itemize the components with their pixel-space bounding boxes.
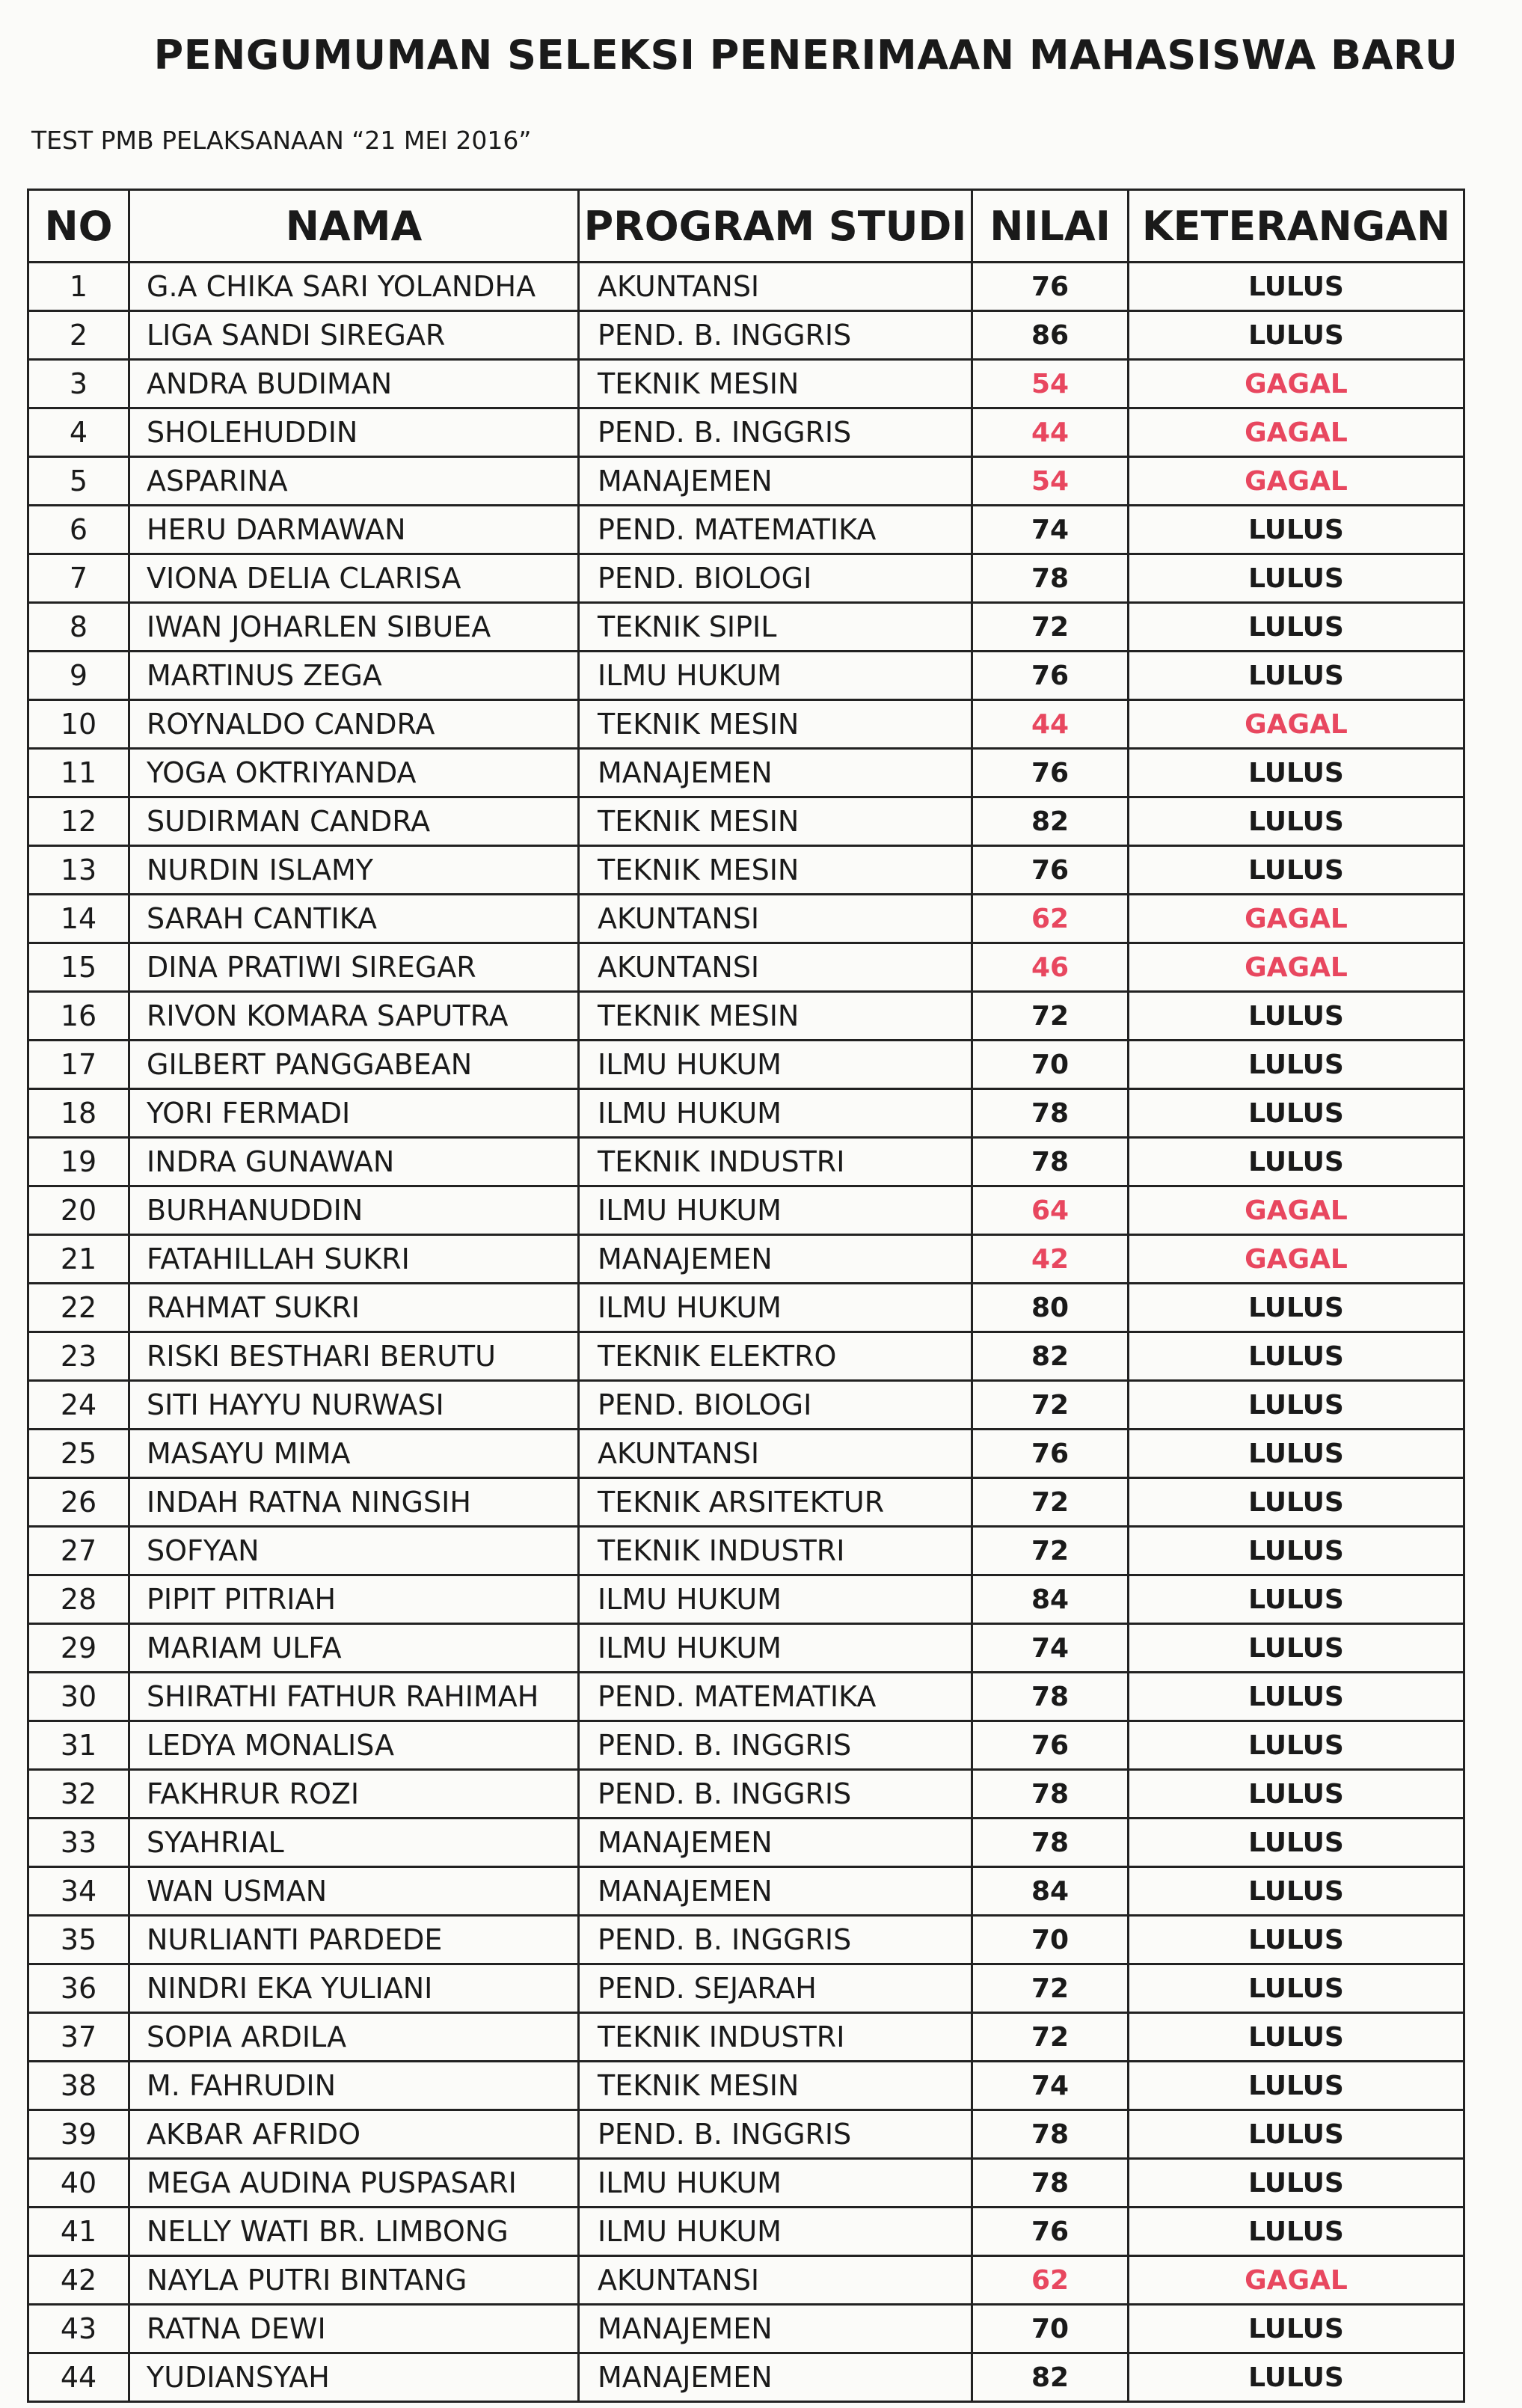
program-studi: MANAJEMEN: [579, 749, 972, 797]
score: 78: [972, 1819, 1129, 1867]
score: 72: [972, 992, 1129, 1041]
score: 76: [972, 1430, 1129, 1478]
program-studi: TEKNIK ARSITEKTUR: [579, 1478, 972, 1527]
table-row: [28, 2305, 1464, 2353]
table-row: [28, 1527, 1464, 1575]
row-number: 1: [28, 263, 129, 311]
row-number: 33: [28, 1819, 129, 1867]
table-row: [28, 360, 1464, 408]
student-name: M. FAHRUDIN: [129, 2062, 579, 2110]
program-studi: MANAJEMEN: [579, 1819, 972, 1867]
score: 82: [972, 2353, 1129, 2402]
score: 78: [972, 2110, 1129, 2159]
status: GAGAL: [1129, 943, 1464, 992]
student-name: NURDIN ISLAMY: [129, 846, 579, 895]
student-name: FAKHRUR ROZI: [129, 1770, 579, 1819]
score: 82: [972, 1332, 1129, 1381]
table-row: [28, 943, 1464, 992]
program-studi: PEND. B. INGGRIS: [579, 408, 972, 457]
score: 64: [972, 1186, 1129, 1235]
status: LULUS: [1129, 1867, 1464, 1916]
student-name: MEGA AUDINA PUSPASARI: [129, 2159, 579, 2208]
program-studi: ILMU HUKUM: [579, 1575, 972, 1624]
score: 72: [972, 1381, 1129, 1430]
score: 74: [972, 506, 1129, 554]
table-row: [28, 1867, 1464, 1916]
student-name: YORI FERMADI: [129, 1089, 579, 1138]
score: 84: [972, 1575, 1129, 1624]
score: 72: [972, 1527, 1129, 1575]
status: LULUS: [1129, 1527, 1464, 1575]
table-row: [28, 1478, 1464, 1527]
table-row: [28, 457, 1464, 506]
status: GAGAL: [1129, 1235, 1464, 1284]
table-row: [28, 1235, 1464, 1284]
program-studi: ILMU HUKUM: [579, 1186, 972, 1235]
score: 72: [972, 603, 1129, 652]
table-row: [28, 2208, 1464, 2256]
student-name: RISKI BESTHARI BERUTU: [129, 1332, 579, 1381]
table-row: [28, 263, 1464, 311]
student-name: VIONA DELIA CLARISA: [129, 554, 579, 603]
row-number: 24: [28, 1381, 129, 1430]
row-number: 5: [28, 457, 129, 506]
program-studi: ILMU HUKUM: [579, 1041, 972, 1089]
row-number: 21: [28, 1235, 129, 1284]
row-number: 30: [28, 1673, 129, 1721]
status: GAGAL: [1129, 700, 1464, 749]
status: LULUS: [1129, 1964, 1464, 2013]
program-studi: ILMU HUKUM: [579, 1284, 972, 1332]
table-row: [28, 1624, 1464, 1673]
table-row: [28, 1721, 1464, 1770]
student-name: RATNA DEWI: [129, 2305, 579, 2353]
student-name: LEDYA MONALISA: [129, 1721, 579, 1770]
score: 76: [972, 1721, 1129, 1770]
program-studi: TEKNIK MESIN: [579, 992, 972, 1041]
table-row: [28, 992, 1464, 1041]
table-row: [28, 408, 1464, 457]
student-name: WAN USMAN: [129, 1867, 579, 1916]
row-number: 44: [28, 2353, 129, 2402]
row-number: 40: [28, 2159, 129, 2208]
table-row: [28, 1089, 1464, 1138]
student-name: MASAYU MIMA: [129, 1430, 579, 1478]
status: LULUS: [1129, 2013, 1464, 2062]
program-studi: TEKNIK INDUSTRI: [579, 1138, 972, 1186]
program-studi: TEKNIK MESIN: [579, 846, 972, 895]
test-date-subtitle: TEST PMB PELAKSANAAN “21 MEI 2016”: [31, 126, 532, 155]
table-row: [28, 2062, 1464, 2110]
status: LULUS: [1129, 1819, 1464, 1867]
row-number: 9: [28, 652, 129, 700]
program-studi: PEND. B. INGGRIS: [579, 1770, 972, 1819]
table-row: [28, 846, 1464, 895]
status: LULUS: [1129, 311, 1464, 360]
student-name: SUDIRMAN CANDRA: [129, 797, 579, 846]
program-studi: PEND. SEJARAH: [579, 1964, 972, 2013]
program-studi: ILMU HUKUM: [579, 652, 972, 700]
table-row: [28, 1041, 1464, 1089]
program-studi: TEKNIK MESIN: [579, 797, 972, 846]
row-number: 4: [28, 408, 129, 457]
student-name: LIGA SANDI SIREGAR: [129, 311, 579, 360]
program-studi: AKUNTANSI: [579, 2256, 972, 2305]
status: LULUS: [1129, 1624, 1464, 1673]
status: LULUS: [1129, 1041, 1464, 1089]
score: 82: [972, 797, 1129, 846]
status: LULUS: [1129, 1478, 1464, 1527]
score: 62: [972, 2256, 1129, 2305]
status: LULUS: [1129, 1381, 1464, 1430]
row-number: 13: [28, 846, 129, 895]
row-number: 17: [28, 1041, 129, 1089]
score: 42: [972, 1235, 1129, 1284]
table-row: [28, 1186, 1464, 1235]
student-name: SOPIA ARDILA: [129, 2013, 579, 2062]
row-number: 2: [28, 311, 129, 360]
student-name: RIVON KOMARA SAPUTRA: [129, 992, 579, 1041]
program-studi: AKUNTANSI: [579, 895, 972, 943]
row-number: 3: [28, 360, 129, 408]
row-number: 37: [28, 2013, 129, 2062]
score: 62: [972, 895, 1129, 943]
status: LULUS: [1129, 1332, 1464, 1381]
score: 70: [972, 1916, 1129, 1964]
student-name: NAYLA PUTRI BINTANG: [129, 2256, 579, 2305]
score: 44: [972, 408, 1129, 457]
status: GAGAL: [1129, 457, 1464, 506]
student-name: NURLIANTI PARDEDE: [129, 1916, 579, 1964]
status: LULUS: [1129, 1284, 1464, 1332]
score: 78: [972, 1673, 1129, 1721]
table-row: [28, 311, 1464, 360]
header-nilai: NILAI: [972, 190, 1129, 263]
student-name: INDRA GUNAWAN: [129, 1138, 579, 1186]
status: LULUS: [1129, 2062, 1464, 2110]
score: 78: [972, 554, 1129, 603]
table-row: [28, 1575, 1464, 1624]
student-name: AKBAR AFRIDO: [129, 2110, 579, 2159]
program-studi: PEND. BIOLOGI: [579, 554, 972, 603]
student-name: HERU DARMAWAN: [129, 506, 579, 554]
row-number: 22: [28, 1284, 129, 1332]
student-name: ANDRA BUDIMAN: [129, 360, 579, 408]
status: LULUS: [1129, 749, 1464, 797]
status: LULUS: [1129, 652, 1464, 700]
status: LULUS: [1129, 846, 1464, 895]
student-name: SYAHRIAL: [129, 1819, 579, 1867]
score: 78: [972, 2159, 1129, 2208]
program-studi: ILMU HUKUM: [579, 1089, 972, 1138]
row-number: 43: [28, 2305, 129, 2353]
status: GAGAL: [1129, 2256, 1464, 2305]
table-row: [28, 1770, 1464, 1819]
program-studi: MANAJEMEN: [579, 457, 972, 506]
row-number: 36: [28, 1964, 129, 2013]
header-keterangan: KETERANGAN: [1129, 190, 1464, 263]
score: 78: [972, 1089, 1129, 1138]
student-name: PIPIT PITRIAH: [129, 1575, 579, 1624]
student-name: FATAHILLAH SUKRI: [129, 1235, 579, 1284]
status: LULUS: [1129, 2353, 1464, 2402]
status: LULUS: [1129, 2208, 1464, 2256]
score: 44: [972, 700, 1129, 749]
table-row: [28, 1332, 1464, 1381]
student-name: SHOLEHUDDIN: [129, 408, 579, 457]
status: LULUS: [1129, 1575, 1464, 1624]
score: 78: [972, 1770, 1129, 1819]
score: 84: [972, 1867, 1129, 1916]
student-name: ROYNALDO CANDRA: [129, 700, 579, 749]
row-number: 42: [28, 2256, 129, 2305]
program-studi: AKUNTANSI: [579, 943, 972, 992]
program-studi: TEKNIK SIPIL: [579, 603, 972, 652]
program-studi: MANAJEMEN: [579, 2305, 972, 2353]
student-name: MARTINUS ZEGA: [129, 652, 579, 700]
row-number: 35: [28, 1916, 129, 1964]
score: 74: [972, 1624, 1129, 1673]
program-studi: MANAJEMEN: [579, 2353, 972, 2402]
score: 70: [972, 1041, 1129, 1089]
row-number: 14: [28, 895, 129, 943]
status: LULUS: [1129, 1089, 1464, 1138]
status: GAGAL: [1129, 360, 1464, 408]
score: 72: [972, 1478, 1129, 1527]
row-number: 15: [28, 943, 129, 992]
row-number: 26: [28, 1478, 129, 1527]
header-nama: NAMA: [129, 190, 579, 263]
program-studi: ILMU HUKUM: [579, 2208, 972, 2256]
program-studi: PEND. BIOLOGI: [579, 1381, 972, 1430]
status: LULUS: [1129, 797, 1464, 846]
score: 70: [972, 2305, 1129, 2353]
table-row: [28, 797, 1464, 846]
row-number: 8: [28, 603, 129, 652]
row-number: 39: [28, 2110, 129, 2159]
row-number: 32: [28, 1770, 129, 1819]
row-number: 20: [28, 1186, 129, 1235]
row-number: 18: [28, 1089, 129, 1138]
row-number: 10: [28, 700, 129, 749]
student-name: IWAN JOHARLEN SIBUEA: [129, 603, 579, 652]
student-name: SITI HAYYU NURWASI: [129, 1381, 579, 1430]
table-row: [28, 1673, 1464, 1721]
student-name: DINA PRATIWI SIREGAR: [129, 943, 579, 992]
program-studi: TEKNIK MESIN: [579, 360, 972, 408]
program-studi: ILMU HUKUM: [579, 2159, 972, 2208]
status: GAGAL: [1129, 895, 1464, 943]
student-name: SOFYAN: [129, 1527, 579, 1575]
status: LULUS: [1129, 1721, 1464, 1770]
status: LULUS: [1129, 992, 1464, 1041]
program-studi: PEND. B. INGGRIS: [579, 1916, 972, 1964]
status: LULUS: [1129, 1770, 1464, 1819]
student-name: INDAH RATNA NINGSIH: [129, 1478, 579, 1527]
program-studi: TEKNIK MESIN: [579, 700, 972, 749]
row-number: 12: [28, 797, 129, 846]
student-name: SHIRATHI FATHUR RAHIMAH: [129, 1673, 579, 1721]
row-number: 31: [28, 1721, 129, 1770]
table-row: [28, 1964, 1464, 2013]
table-row: [28, 2159, 1464, 2208]
student-name: G.A CHIKA SARI YOLANDHA: [129, 263, 579, 311]
program-studi: PEND. MATEMATIKA: [579, 1673, 972, 1721]
status: LULUS: [1129, 554, 1464, 603]
row-number: 34: [28, 1867, 129, 1916]
table-row: [28, 1916, 1464, 1964]
row-number: 6: [28, 506, 129, 554]
row-number: 11: [28, 749, 129, 797]
header-program-studi: PROGRAM STUDI: [579, 190, 972, 263]
status: LULUS: [1129, 263, 1464, 311]
score: 54: [972, 360, 1129, 408]
table-header-row: [28, 190, 1464, 263]
header-no: NO: [28, 190, 129, 263]
student-name: YUDIANSYAH: [129, 2353, 579, 2402]
table-row: [28, 2110, 1464, 2159]
table-row: [28, 652, 1464, 700]
program-studi: TEKNIK MESIN: [579, 2062, 972, 2110]
program-studi: PEND. MATEMATIKA: [579, 506, 972, 554]
student-name: SARAH CANTIKA: [129, 895, 579, 943]
row-number: 7: [28, 554, 129, 603]
score: 76: [972, 2208, 1129, 2256]
table-row: [28, 895, 1464, 943]
row-number: 41: [28, 2208, 129, 2256]
row-number: 29: [28, 1624, 129, 1673]
score: 76: [972, 749, 1129, 797]
status: GAGAL: [1129, 1186, 1464, 1235]
status: GAGAL: [1129, 408, 1464, 457]
row-number: 23: [28, 1332, 129, 1381]
score: 72: [972, 1964, 1129, 2013]
program-studi: MANAJEMEN: [579, 1235, 972, 1284]
program-studi: MANAJEMEN: [579, 1867, 972, 1916]
status: LULUS: [1129, 1673, 1464, 1721]
student-name: BURHANUDDIN: [129, 1186, 579, 1235]
table-row: [28, 700, 1464, 749]
program-studi: PEND. B. INGGRIS: [579, 2110, 972, 2159]
student-name: NINDRI EKA YULIANI: [129, 1964, 579, 2013]
row-number: 27: [28, 1527, 129, 1575]
table-row: [28, 2353, 1464, 2402]
results-table: [27, 189, 1465, 2403]
status: LULUS: [1129, 2305, 1464, 2353]
score: 80: [972, 1284, 1129, 1332]
score: 78: [972, 1138, 1129, 1186]
score: 76: [972, 652, 1129, 700]
row-number: 25: [28, 1430, 129, 1478]
status: LULUS: [1129, 1138, 1464, 1186]
table-row: [28, 2013, 1464, 2062]
student-name: RAHMAT SUKRI: [129, 1284, 579, 1332]
program-studi: AKUNTANSI: [579, 1430, 972, 1478]
score: 54: [972, 457, 1129, 506]
program-studi: ILMU HUKUM: [579, 1624, 972, 1673]
row-number: 28: [28, 1575, 129, 1624]
program-studi: PEND. B. INGGRIS: [579, 1721, 972, 1770]
score: 76: [972, 846, 1129, 895]
row-number: 19: [28, 1138, 129, 1186]
table-row: [28, 1430, 1464, 1478]
table-row: [28, 1381, 1464, 1430]
student-name: NELLY WATI BR. LIMBONG: [129, 2208, 579, 2256]
table-row: [28, 749, 1464, 797]
program-studi: TEKNIK ELEKTRO: [579, 1332, 972, 1381]
program-studi: TEKNIK INDUSTRI: [579, 2013, 972, 2062]
program-studi: AKUNTANSI: [579, 263, 972, 311]
table-row: [28, 1819, 1464, 1867]
table-row: [28, 1138, 1464, 1186]
program-studi: TEKNIK INDUSTRI: [579, 1527, 972, 1575]
score: 46: [972, 943, 1129, 992]
status: LULUS: [1129, 2159, 1464, 2208]
status: LULUS: [1129, 2110, 1464, 2159]
row-number: 16: [28, 992, 129, 1041]
student-name: MARIAM ULFA: [129, 1624, 579, 1673]
row-number: 38: [28, 2062, 129, 2110]
student-name: ASPARINA: [129, 457, 579, 506]
status: LULUS: [1129, 506, 1464, 554]
score: 74: [972, 2062, 1129, 2110]
student-name: GILBERT PANGGABEAN: [129, 1041, 579, 1089]
page-title: PENGUMUMAN SELEKSI PENERIMAAN MAHASISWA BARU: [153, 31, 1458, 79]
table-row: [28, 603, 1464, 652]
status: LULUS: [1129, 1430, 1464, 1478]
score: 72: [972, 2013, 1129, 2062]
status: LULUS: [1129, 1916, 1464, 1964]
score: 86: [972, 311, 1129, 360]
program-studi: PEND. B. INGGRIS: [579, 311, 972, 360]
student-name: YOGA OKTRIYANDA: [129, 749, 579, 797]
table-row: [28, 554, 1464, 603]
table-row: [28, 506, 1464, 554]
score: 76: [972, 263, 1129, 311]
table-row: [28, 2256, 1464, 2305]
status: LULUS: [1129, 603, 1464, 652]
table-row: [28, 1284, 1464, 1332]
